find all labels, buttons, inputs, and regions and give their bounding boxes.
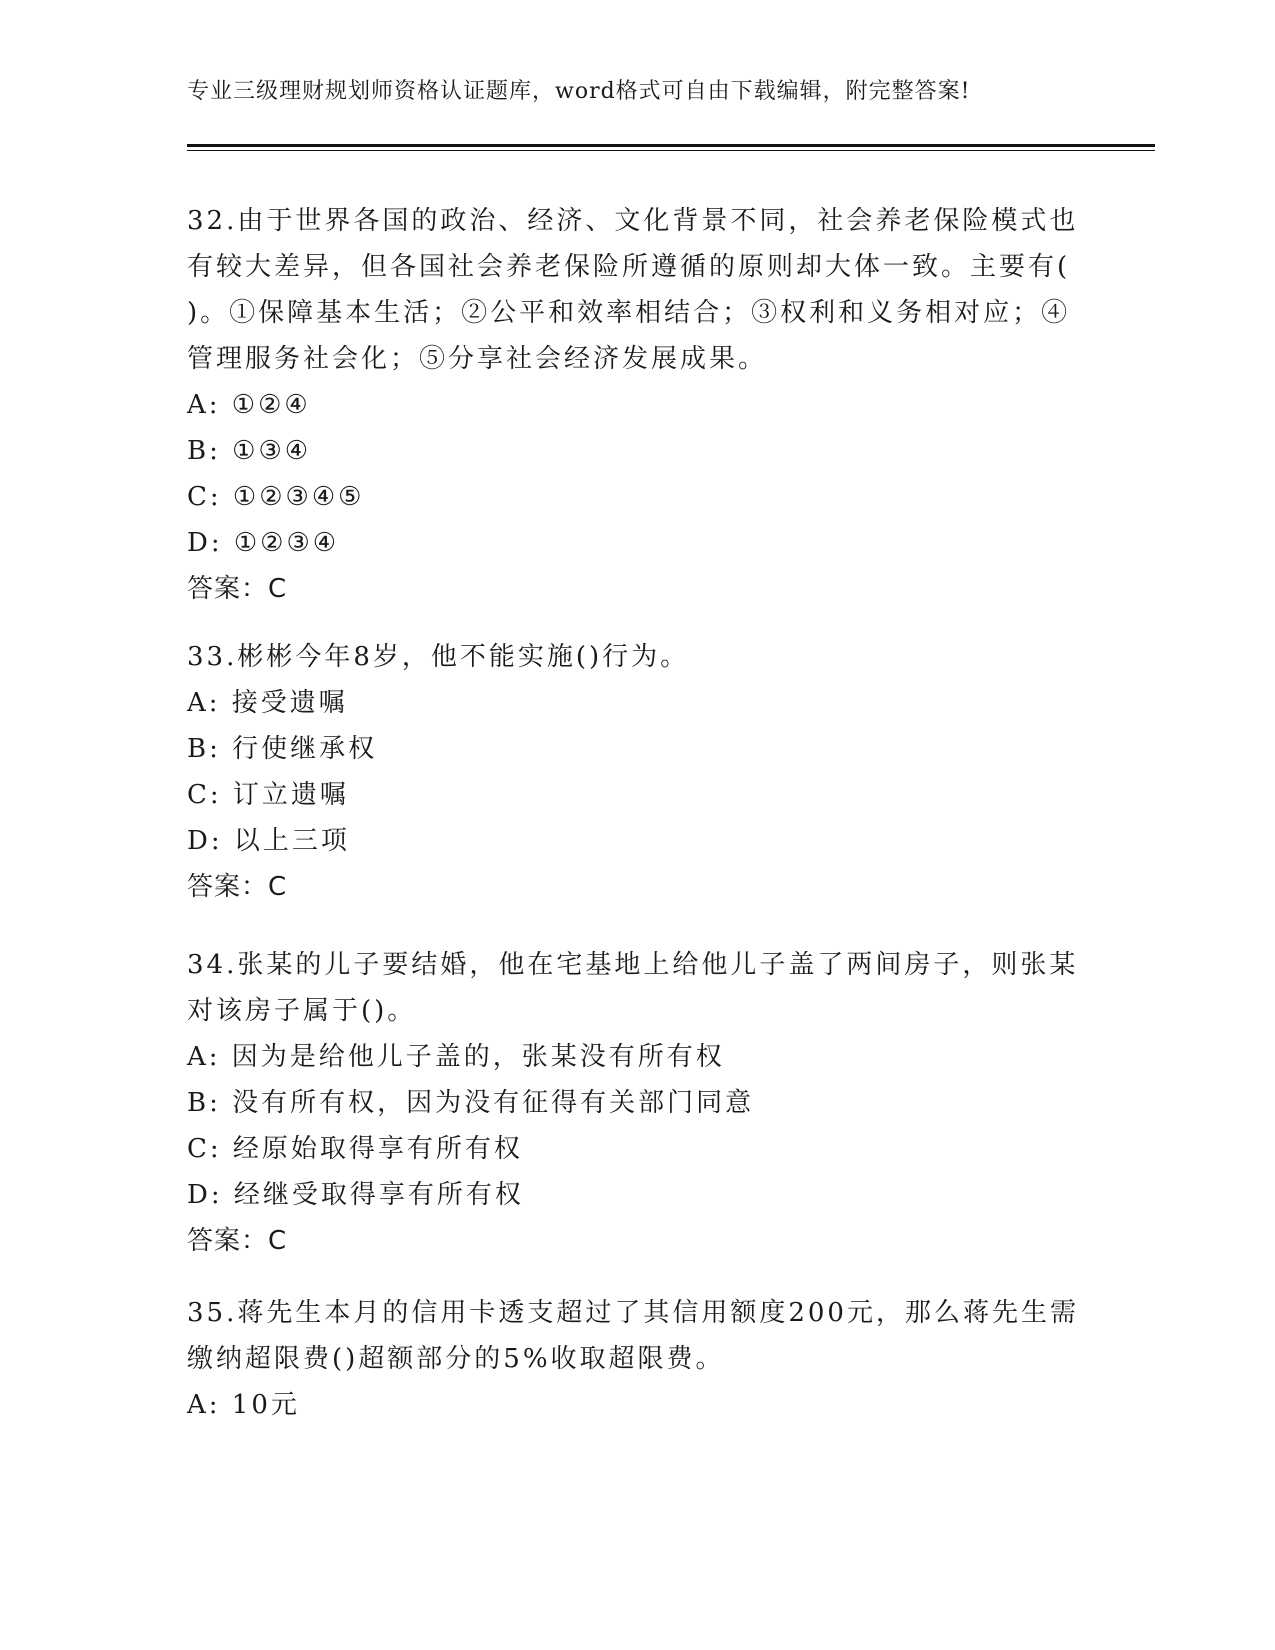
question-33 bbox=[187, 634, 1087, 910]
page-header: 专业三级理财规划师资格认证题库，word格式可自由下载编辑，附完整答案! bbox=[187, 79, 971, 104]
option-c: C: 经原始取得享有所有权 bbox=[187, 1134, 523, 1164]
answer: 答案：C bbox=[187, 1226, 288, 1256]
option-b: B: 行使继承权 bbox=[187, 734, 378, 764]
question-stem: 32.由于世界各国的政治、经济、文化背景不同，社会养老保险模式也有较大差异，但各国社会养老保险所遵循的原则却大体一致。主要有( )。①保障基本生活；②公平和效率相结合；③权利和义务相对应；④管理服务社会化；⑤分享社会经济发展成果。 bbox=[187, 206, 1079, 374]
question-34 bbox=[187, 942, 1087, 1264]
question-stem: 34.张某的儿子要结婚，他在宅基地上给他儿子盖了两间房子，则张某对该房子属于()。 bbox=[187, 950, 1079, 1026]
option-a: A: 接受遗嘱 bbox=[187, 688, 348, 718]
question-32 bbox=[187, 198, 1087, 612]
option-a: A: 因为是给他儿子盖的，张某没有所有权 bbox=[187, 1042, 725, 1072]
option-b: B: 没有所有权，因为没有征得有关部门同意 bbox=[187, 1088, 755, 1118]
question-stem: 33.彬彬今年8岁，他不能实施()行为。 bbox=[187, 642, 690, 672]
option-a: A: 10元 bbox=[187, 1390, 300, 1420]
header-rule-thin bbox=[187, 150, 1155, 151]
option-d: D: 经继受取得享有所有权 bbox=[187, 1180, 524, 1210]
option-b: B: ①③④ bbox=[187, 436, 312, 466]
question-35 bbox=[187, 1290, 1087, 1428]
answer: 答案：C bbox=[187, 574, 288, 604]
option-d: D: 以上三项 bbox=[187, 826, 350, 856]
option-c: C: ①②③④⑤ bbox=[187, 482, 365, 512]
option-c: C: 订立遗嘱 bbox=[187, 780, 349, 810]
question-stem: 35.蒋先生本月的信用卡透支超过了其信用额度200元，那么蒋先生需缴纳超限费()超额部分的5%收取超限费。 bbox=[187, 1298, 1079, 1374]
header-rule-thick bbox=[187, 144, 1155, 147]
option-a: A: ①②④ bbox=[187, 390, 311, 420]
answer: 答案：C bbox=[187, 872, 288, 902]
option-d: D: ①②③④ bbox=[187, 528, 340, 558]
